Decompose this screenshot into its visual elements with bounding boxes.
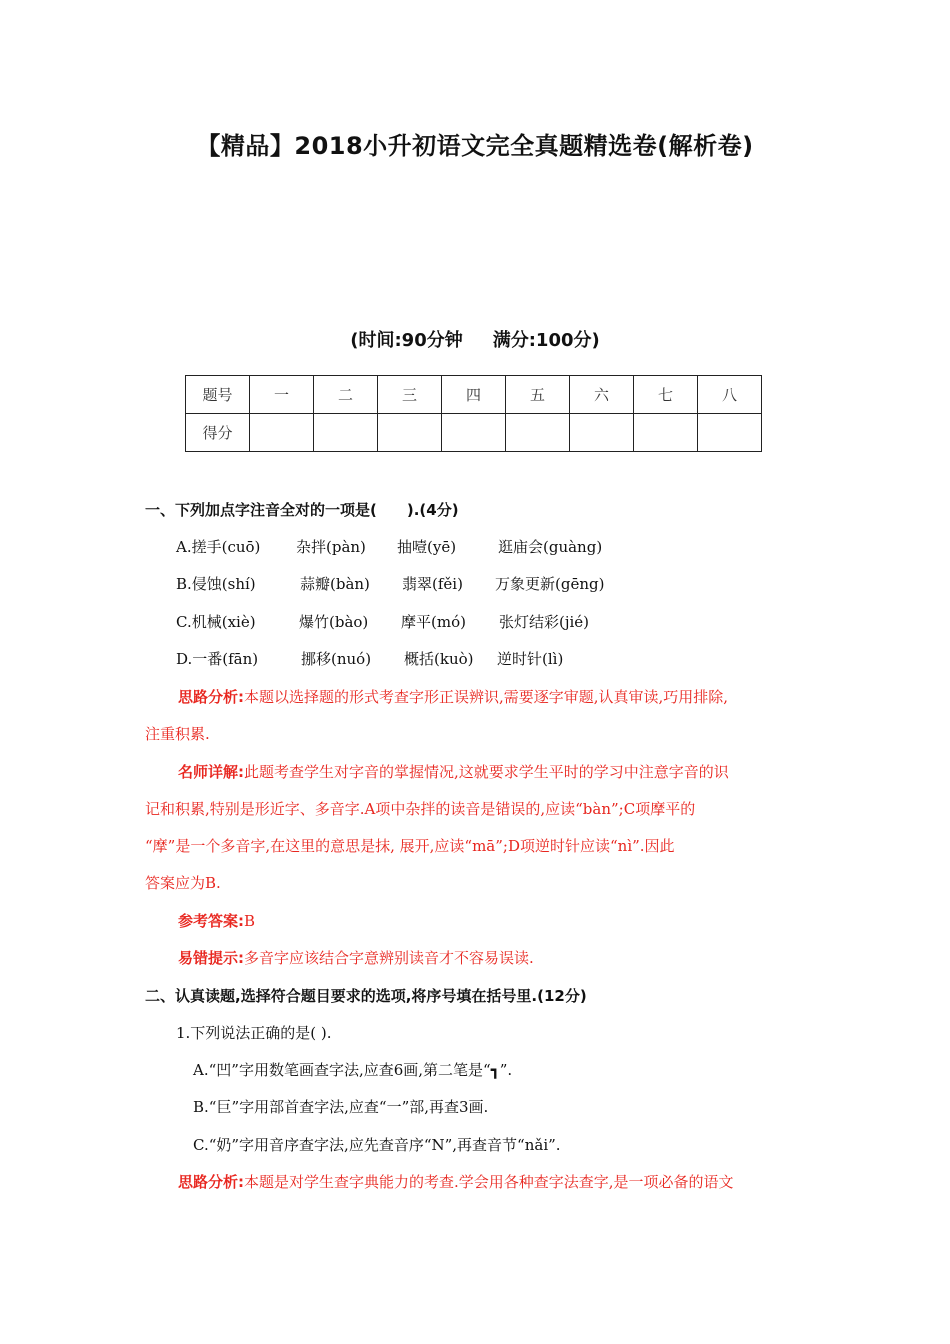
- score-table: [185, 375, 762, 452]
- sub-option-a: A.“凹”字用数笔画查字法,应查6画,第二笔是“┓”.: [193, 1061, 513, 1079]
- score-table-score-row: [186, 414, 762, 452]
- option-item: 蒜瓣(bàn): [300, 575, 370, 593]
- explain-text-line: 答案应为B.: [145, 874, 221, 892]
- score-input-cell[interactable]: [570, 414, 634, 452]
- answer-label: 参考答案:: [178, 912, 244, 930]
- option-item: 摩平(mó): [401, 613, 466, 631]
- explain-text: 此题考查学生对字音的掌握情况,这就要求学生平时的学习中注意字音的识: [244, 763, 729, 781]
- question-1-heading: 一、下列加点字注音全对的一项是( ).(4分): [145, 501, 459, 519]
- explain-text-line: “摩”是一个多音字,在这里的意思是抹, 展开,应读“mā”;D项逆时针应读“nì”.因此: [145, 837, 675, 855]
- score-table-header-row: [186, 376, 762, 414]
- analysis-label: 思路分析:: [178, 688, 244, 706]
- score-table-cell: 得分: [186, 414, 250, 452]
- option-d: [176, 648, 563, 670]
- score-table-cell: 七: [634, 376, 698, 414]
- score-input-cell[interactable]: [378, 414, 442, 452]
- analysis-label: 思路分析:: [178, 1173, 244, 1191]
- option-item: 张灯结彩(jié): [499, 613, 590, 631]
- option-item: A.搓手(cuō): [176, 538, 261, 556]
- score-table-cell: 二: [314, 376, 378, 414]
- score-input-cell[interactable]: [698, 414, 762, 452]
- score-table-cell: 六: [570, 376, 634, 414]
- tip-line: [178, 947, 534, 969]
- option-item: 翡翠(fěi): [402, 575, 463, 593]
- analysis-paragraph-2: [178, 1171, 734, 1193]
- analysis-text: 本题以选择题的形式考查字形正误辨识,需要逐字审题,认真审读,巧用排除,: [244, 688, 729, 706]
- option-item: C.机械(xiè): [176, 613, 256, 631]
- page-title: 【精品】2018小升初语文完全真题精选卷(解析卷): [196, 132, 754, 160]
- option-item: 挪移(nuó): [301, 650, 372, 668]
- score-table-cell: 一: [250, 376, 314, 414]
- score-table-cell: 四: [442, 376, 506, 414]
- explain-text-line: 记和积累,特别是形近字、多音字.A项中杂拌的读音是错误的,应读“bàn”;C项摩平的: [145, 800, 696, 818]
- score-input-cell[interactable]: [314, 414, 378, 452]
- option-item: D.一番(fān): [176, 650, 259, 668]
- sub-option-b: B.“巨”字用部首查字法,应查“一”部,再查3画.: [193, 1098, 489, 1116]
- exam-info: [0, 326, 950, 352]
- analysis-text: 本题是对学生查字典能力的考查.学会用各种查字法查字,是一项必备的语文: [244, 1173, 734, 1191]
- option-a: [176, 536, 602, 558]
- analysis-paragraph: [178, 686, 728, 708]
- option-item: B.侵蚀(shí): [176, 575, 256, 593]
- answer-line: [178, 910, 255, 932]
- answer-value: B: [244, 912, 256, 930]
- score-input-cell[interactable]: [506, 414, 570, 452]
- option-c: [176, 611, 589, 633]
- option-item: 逛庙会(guàng): [498, 538, 603, 556]
- option-item: 万象更新(gēng): [495, 575, 605, 593]
- score-input-cell[interactable]: [442, 414, 506, 452]
- sub-question-1: 1.下列说法正确的是( ).: [176, 1024, 332, 1042]
- explain-label: 名师详解:: [178, 763, 244, 781]
- score-table-cell: 五: [506, 376, 570, 414]
- option-item: 概括(kuò): [404, 650, 474, 668]
- option-item: 逆时针(lì): [497, 650, 564, 668]
- score-table-cell: 题号: [186, 376, 250, 414]
- option-b: [176, 573, 604, 595]
- time-limit: (时间:90分钟: [350, 330, 463, 351]
- score-input-cell[interactable]: [250, 414, 314, 452]
- option-item: 爆竹(bào): [299, 613, 369, 631]
- question-2-heading: 二、认真读题,选择符合题目要求的选项,将序号填在括号里.(12分): [145, 987, 587, 1005]
- sub-option-c: C.“奶”字用音序查字法,应先查音序“N”,再查音节“nǎi”.: [193, 1136, 561, 1154]
- tip-text: 多音字应该结合字意辨别读音才不容易误读.: [244, 949, 534, 967]
- tip-label: 易错提示:: [178, 949, 244, 967]
- full-score: 满分:100分): [492, 330, 600, 351]
- score-input-cell[interactable]: [634, 414, 698, 452]
- option-item: 杂拌(pàn): [296, 538, 366, 556]
- score-table-cell: 三: [378, 376, 442, 414]
- analysis-text-line: 注重积累.: [145, 725, 210, 743]
- option-item: 抽噎(yē): [397, 538, 457, 556]
- explain-paragraph: [178, 761, 729, 783]
- score-table-cell: 八: [698, 376, 762, 414]
